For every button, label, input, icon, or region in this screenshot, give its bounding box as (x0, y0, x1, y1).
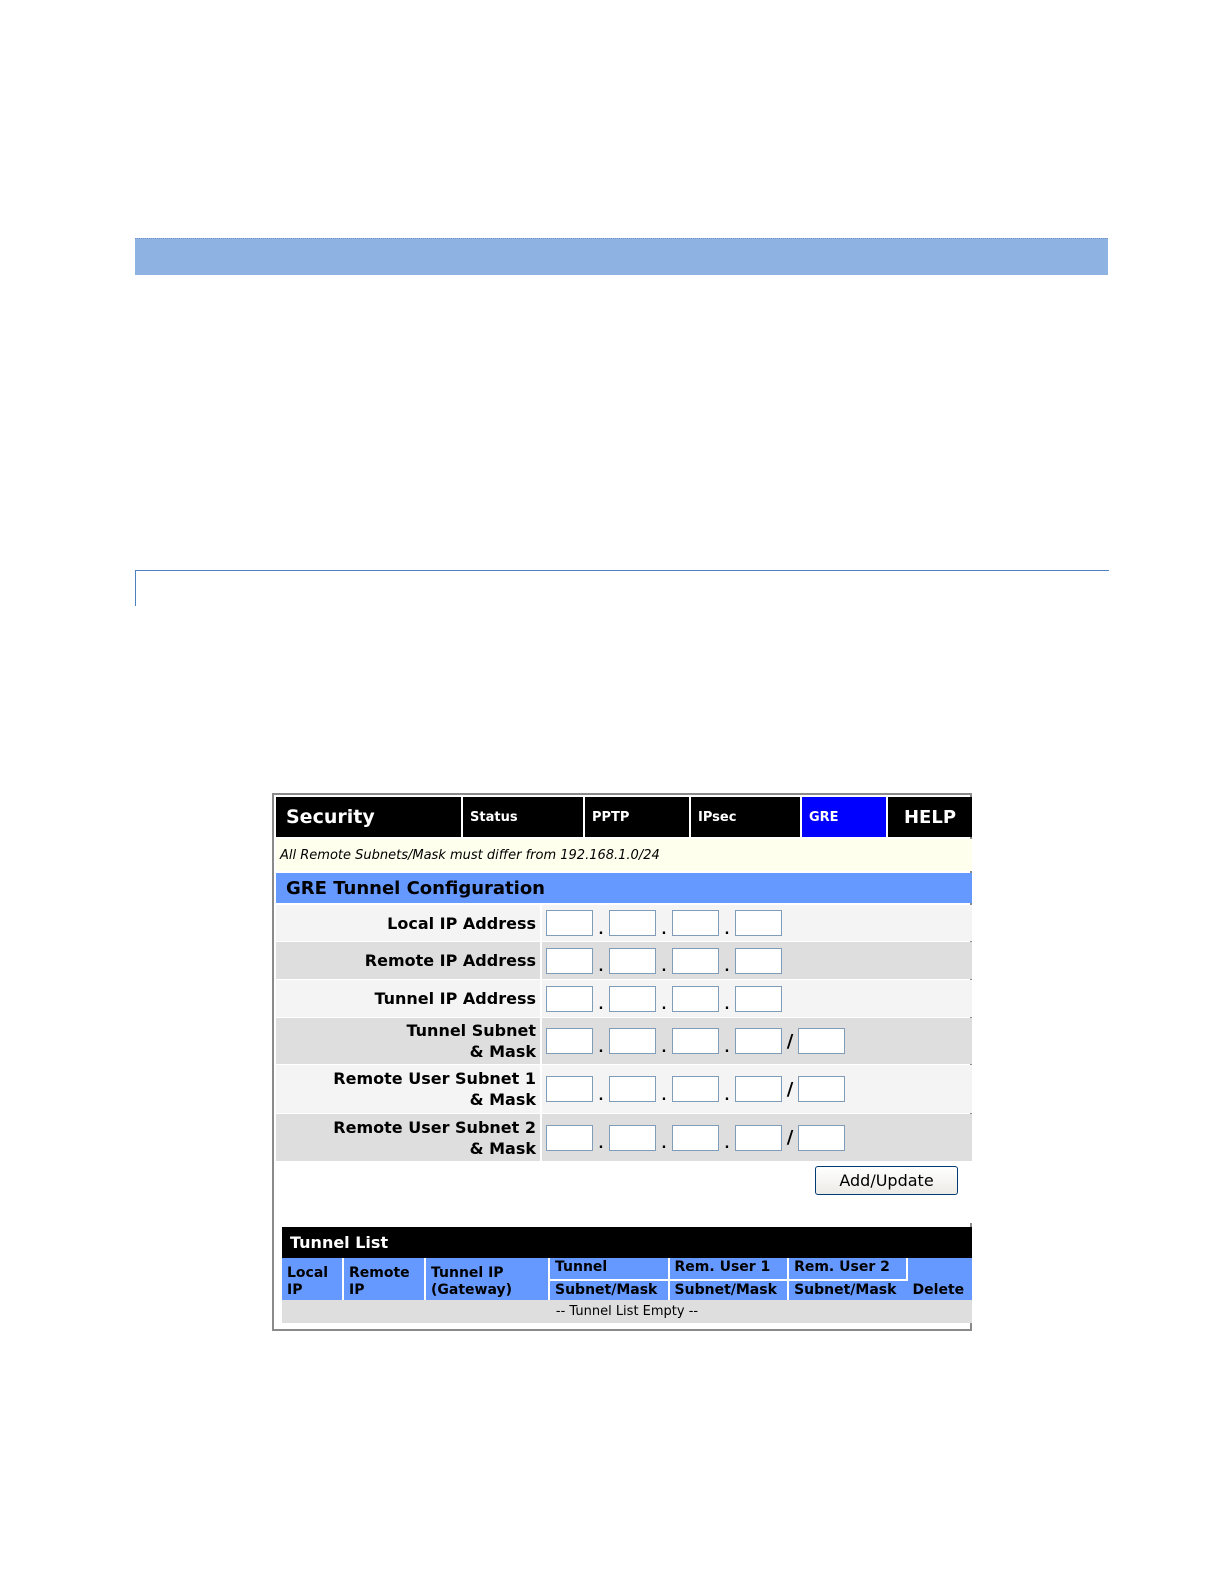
remote-ip-octet-2[interactable] (609, 948, 656, 974)
col-remote-ip: Remote IP (343, 1258, 425, 1300)
remote-subnet1-octet-1[interactable] (546, 1076, 593, 1102)
col-tunnel-subnet: Tunnel (549, 1258, 669, 1280)
remote-subnet2-octet-3[interactable] (672, 1125, 719, 1151)
separator-dot: . (598, 998, 604, 1013)
remote-subnet2-octet-4[interactable] (735, 1125, 782, 1151)
local-ip-octet-1[interactable] (546, 910, 593, 936)
tunnel-ip-label: Tunnel IP Address (276, 980, 542, 1017)
subnet-note: All Remote Subnets/Mask must differ from 192.168.1.0/24 (276, 839, 972, 871)
col-local-ip: Local IP (282, 1258, 343, 1300)
button-row (276, 1161, 972, 1223)
col-tunnel-ip: Tunnel IP (Gateway) (425, 1258, 549, 1300)
separator-dot: . (661, 998, 667, 1013)
local-ip-octet-3[interactable] (672, 910, 719, 936)
remote-subnet2-mask[interactable] (798, 1125, 845, 1151)
remote-ip-fields (542, 942, 782, 979)
local-ip-octet-2[interactable] (609, 910, 656, 936)
mask-slash: / (786, 1030, 794, 1052)
separator-dot: . (661, 1137, 667, 1152)
col-delete: Delete (907, 1258, 972, 1300)
nav-title: Security (276, 797, 463, 837)
tab-ipsec[interactable]: IPsec (691, 797, 802, 837)
tunnel-subnet-row (276, 1018, 972, 1064)
add-update-button[interactable]: Add/Update (815, 1166, 958, 1195)
remote-subnet2-row (276, 1114, 972, 1161)
col-rem-user2-mask: Subnet/Mask (788, 1280, 906, 1300)
local-ip-label: Local IP Address (276, 905, 542, 941)
remote-ip-row (276, 942, 972, 979)
col-rem-user2: Rem. User 2 (788, 1258, 906, 1280)
tunnel-list-table (282, 1258, 972, 1323)
tunnel-subnet-octet-1[interactable] (546, 1028, 593, 1054)
empty-list-message: -- Tunnel List Empty -- (282, 1300, 972, 1323)
tunnel-subnet-octet-4[interactable] (735, 1028, 782, 1054)
section-rule (135, 570, 1109, 606)
remote-subnet2-octet-1[interactable] (546, 1125, 593, 1151)
page-header-band (135, 238, 1108, 275)
remote-subnet1-fields (542, 1065, 845, 1113)
col-tunnel-subnet-mask: Subnet/Mask (549, 1280, 669, 1300)
tunnel-subnet-octet-2[interactable] (609, 1028, 656, 1054)
tunnel-list-title: Tunnel List (282, 1227, 972, 1258)
separator-dot: . (724, 960, 730, 975)
tunnel-ip-octet-3[interactable] (672, 986, 719, 1012)
remote-subnet2-fields (542, 1114, 845, 1161)
tab-status[interactable]: Status (463, 797, 585, 837)
local-ip-row (276, 905, 972, 941)
remote-subnet2-octet-2[interactable] (609, 1125, 656, 1151)
tunnel-ip-octet-1[interactable] (546, 986, 593, 1012)
tunnel-ip-row (276, 980, 972, 1017)
mask-slash: / (786, 1127, 794, 1148)
section-title: GRE Tunnel Configuration (276, 873, 972, 903)
remote-subnet1-mask[interactable] (798, 1076, 845, 1102)
separator-dot: . (724, 922, 730, 938)
separator-dot: . (598, 1040, 604, 1056)
separator-dot: . (724, 1040, 730, 1056)
tab-pptp[interactable]: PPTP (585, 797, 691, 837)
remote-ip-octet-3[interactable] (672, 948, 719, 974)
separator-dot: . (724, 1137, 730, 1152)
separator-dot: . (724, 1088, 730, 1104)
remote-subnet2-label: Remote User Subnet 2 & Mask (276, 1114, 542, 1161)
tunnel-ip-fields (542, 980, 782, 1017)
tab-gre[interactable]: GRE (802, 797, 888, 837)
local-ip-fields (542, 905, 782, 941)
col-rem-user1: Rem. User 1 (669, 1258, 789, 1280)
separator-dot: . (661, 922, 667, 938)
nav-bar (276, 797, 972, 837)
col-rem-user1-mask: Subnet/Mask (669, 1280, 789, 1300)
separator-dot: . (598, 1137, 604, 1152)
table-row (282, 1300, 972, 1323)
tunnel-subnet-octet-3[interactable] (672, 1028, 719, 1054)
router-config-panel (272, 793, 972, 1331)
separator-dot: . (661, 1088, 667, 1104)
separator-dot: . (598, 960, 604, 975)
tunnel-subnet-label: Tunnel Subnet & Mask (276, 1018, 542, 1064)
remote-ip-octet-4[interactable] (735, 948, 782, 974)
remote-subnet1-row (276, 1065, 972, 1113)
tunnel-ip-octet-4[interactable] (735, 986, 782, 1012)
local-ip-octet-4[interactable] (735, 910, 782, 936)
tunnel-subnet-mask[interactable] (798, 1028, 845, 1054)
separator-dot: . (661, 960, 667, 975)
separator-dot: . (661, 1040, 667, 1056)
remote-ip-octet-1[interactable] (546, 948, 593, 974)
help-link[interactable]: HELP (903, 806, 957, 828)
separator-dot: . (598, 922, 604, 938)
remote-ip-label: Remote IP Address (276, 942, 542, 979)
tunnel-ip-octet-2[interactable] (609, 986, 656, 1012)
remote-subnet1-label: Remote User Subnet 1 & Mask (276, 1065, 542, 1113)
mask-slash: / (786, 1078, 794, 1100)
separator-dot: . (598, 1088, 604, 1104)
tunnel-subnet-fields (542, 1018, 845, 1064)
remote-subnet1-octet-3[interactable] (672, 1076, 719, 1102)
remote-subnet1-octet-2[interactable] (609, 1076, 656, 1102)
remote-subnet1-octet-4[interactable] (735, 1076, 782, 1102)
separator-dot: . (724, 998, 730, 1013)
